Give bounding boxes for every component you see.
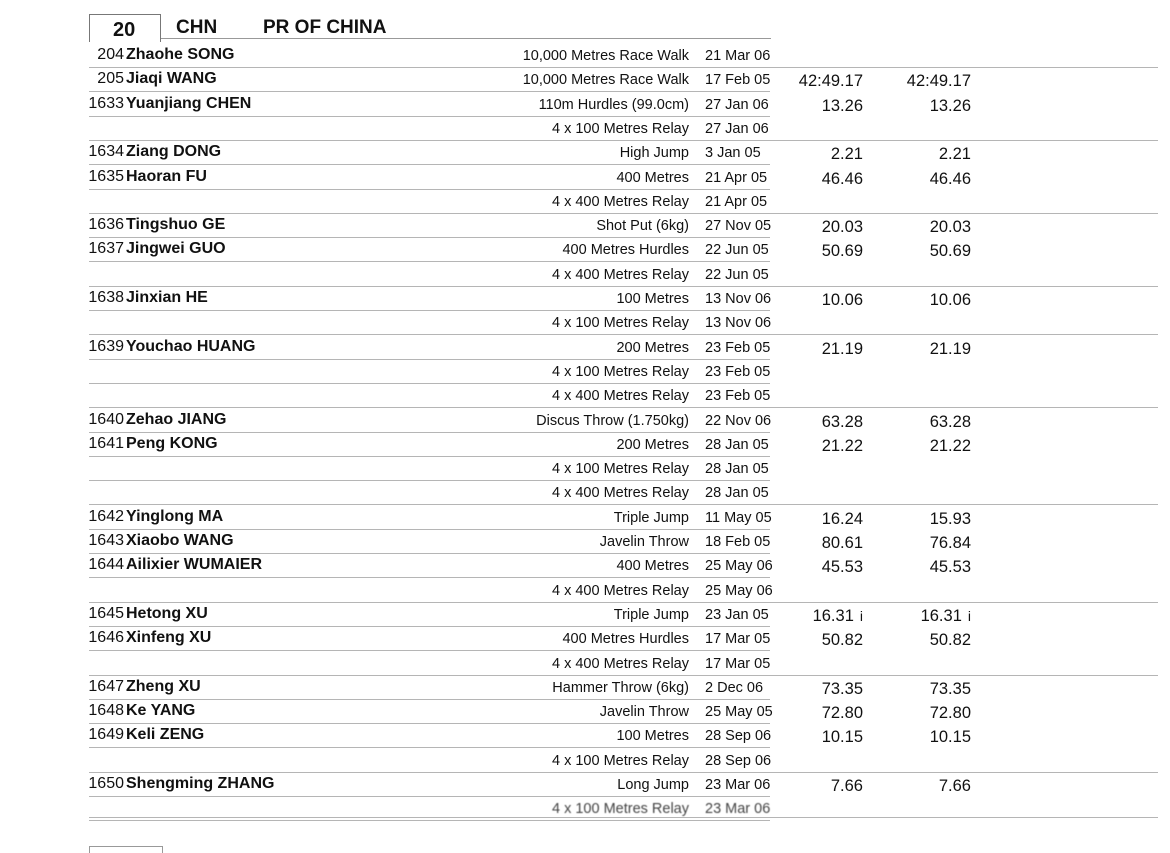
- event-name: 4 x 100 Metres Relay: [551, 120, 689, 137]
- event-date: 25 May 06: [705, 582, 773, 599]
- event-date: 25 May 05: [705, 704, 773, 721]
- event-name: Triple Jump: [613, 509, 689, 526]
- event-name: High Jump: [619, 145, 689, 162]
- event-name: Javelin Throw: [599, 534, 689, 550]
- season-best: 73.35: [929, 679, 971, 698]
- header-rule: [161, 38, 771, 39]
- table-row: [0, 505, 1170, 529]
- athlete-name: Tingshuo GE: [126, 216, 226, 234]
- bib-number: 1640: [88, 410, 124, 428]
- personal-best: 16.31 i: [812, 606, 863, 625]
- table-row: [0, 772, 1170, 796]
- event-name: 100 Metres: [616, 291, 689, 307]
- event-name: 400 Metres Hurdles: [562, 242, 689, 259]
- bib-number: 204: [97, 46, 124, 63]
- event-name: 4 x 100 Metres Relay: [551, 461, 689, 478]
- table-row: [0, 432, 1170, 456]
- event-date: 28 Sep 06: [705, 752, 772, 769]
- table-row: [0, 675, 1170, 699]
- personal-best: 50.69: [821, 242, 863, 261]
- event-date: 23 Feb 05: [705, 388, 771, 405]
- personal-best: 21.19: [821, 339, 863, 358]
- event-date: 28 Sep 06: [705, 728, 772, 745]
- table-row: [0, 626, 1170, 650]
- event-name: 4 x 100 Metres Relay: [551, 801, 689, 818]
- event-date: 2 Dec 06: [705, 679, 764, 696]
- athlete-name: Xinfeng XU: [126, 629, 212, 647]
- event-name: 4 x 100 Metres Relay: [551, 315, 689, 332]
- bib-number: 1650: [88, 775, 124, 792]
- athlete-name: Peng KONG: [126, 434, 218, 452]
- table-row: [0, 602, 1170, 626]
- athlete-name: Shengming ZHANG: [126, 775, 275, 792]
- personal-best: 46.46: [821, 169, 863, 188]
- season-best: 10.06: [929, 291, 971, 309]
- bib-number: 1633: [88, 94, 124, 112]
- table-row: [0, 140, 1170, 164]
- personal-best: 63.28: [821, 412, 863, 431]
- personal-best: 50.82: [821, 631, 863, 650]
- event-date: 13 Nov 06: [705, 315, 772, 332]
- season-best: 21.19: [929, 339, 971, 358]
- event-date: 13 Nov 06: [705, 291, 772, 307]
- bib-number: 1644: [88, 556, 124, 574]
- event-date: 23 Mar 06: [705, 777, 771, 793]
- season-best: 50.69: [929, 242, 971, 261]
- athlete-name: Ziang DONG: [126, 143, 222, 161]
- table-row: [0, 529, 1170, 553]
- event-name: 200 Metres: [616, 436, 689, 453]
- bib-number: 1637: [88, 240, 124, 258]
- event-name: Shot Put (6kg): [596, 218, 689, 235]
- event-date: 25 May 06: [705, 558, 773, 575]
- bib-number: 1643: [88, 532, 124, 549]
- table-row: [0, 262, 1170, 286]
- table-row: [0, 456, 1170, 480]
- indoor-mark: i: [859, 607, 863, 624]
- event-date: 28 Jan 05: [705, 461, 769, 478]
- table-row: [0, 189, 1170, 213]
- event-name: 4 x 400 Metres Relay: [551, 655, 689, 672]
- athlete-name: Haoran FU: [126, 167, 207, 185]
- table-row: [0, 213, 1170, 237]
- team-code: CHN: [176, 17, 218, 38]
- table-row: [0, 237, 1170, 261]
- bib-number: 1635: [88, 167, 124, 185]
- bib-number: 1648: [88, 702, 124, 720]
- event-name: Triple Jump: [613, 606, 689, 623]
- personal-best: 42:49.17: [798, 72, 863, 91]
- personal-best: 20.03: [821, 218, 863, 237]
- athlete-name: Ailixier WUMAIER: [126, 556, 263, 574]
- event-date: 22 Jun 05: [705, 242, 769, 259]
- athlete-name: Zheng XU: [126, 677, 201, 695]
- event-name: 10,000 Metres Race Walk: [522, 72, 689, 89]
- table-row: [0, 383, 1170, 407]
- athlete-name: Keli ZENG: [126, 726, 205, 744]
- table-row: [0, 699, 1170, 723]
- row-rule: [89, 820, 770, 821]
- event-name: 4 x 400 Metres Relay: [551, 485, 689, 502]
- event-date: 18 Feb 05: [705, 534, 771, 550]
- bib-number: 1646: [88, 629, 124, 647]
- bib-number: 1642: [88, 507, 124, 525]
- table-row: [0, 116, 1170, 140]
- athlete-name: Zehao JIANG: [126, 410, 227, 428]
- event-date: 23 Feb 05: [705, 363, 771, 380]
- personal-best: 10.06: [821, 291, 863, 309]
- season-best: 50.82: [929, 631, 971, 650]
- table-row: [0, 165, 1170, 189]
- personal-best: 21.22: [821, 436, 863, 455]
- bottom-rule: [89, 817, 1158, 818]
- event-date: 23 Mar 06: [705, 801, 771, 818]
- event-date: 27 Jan 06: [705, 96, 769, 113]
- table-row: [0, 67, 1170, 91]
- indoor-mark: i: [967, 607, 971, 624]
- event-name: 400 Metres: [616, 558, 689, 575]
- athlete-name: Hetong XU: [126, 604, 208, 622]
- bib-number: 1639: [88, 337, 124, 355]
- event-name: 4 x 100 Metres Relay: [551, 752, 689, 769]
- table-row: [0, 92, 1170, 116]
- personal-best: 7.66: [830, 777, 863, 795]
- event-date: 21 Apr 05: [705, 169, 768, 186]
- athlete-name: Youchao HUANG: [126, 337, 256, 355]
- event-date: 17 Mar 05: [705, 631, 771, 648]
- personal-best: 13.26: [821, 96, 863, 115]
- athlete-name: Jiaqi WANG: [126, 70, 217, 88]
- event-date: 21 Apr 05: [705, 193, 768, 210]
- personal-best: 73.35: [821, 679, 863, 698]
- season-best: 20.03: [929, 218, 971, 237]
- table-row: [0, 43, 1170, 67]
- table-row: [0, 408, 1170, 432]
- athlete-name: Ke YANG: [126, 702, 196, 720]
- personal-best: 10.15: [821, 728, 863, 747]
- event-date: 22 Nov 06: [705, 412, 772, 429]
- event-name: 100 Metres: [616, 728, 689, 745]
- season-best: 63.28: [929, 412, 971, 431]
- team-number: 20: [113, 19, 136, 41]
- event-name: 4 x 400 Metres Relay: [551, 582, 689, 599]
- event-name: 400 Metres Hurdles: [562, 631, 689, 648]
- table-row: [0, 651, 1170, 675]
- season-best: 7.66: [938, 777, 971, 795]
- event-name: 4 x 400 Metres Relay: [551, 266, 689, 283]
- table-row: [0, 578, 1170, 602]
- table-row: [0, 723, 1170, 747]
- event-date: 11 May 05: [705, 509, 772, 526]
- table-row: [0, 748, 1170, 772]
- event-name: Hammer Throw (6kg): [552, 679, 689, 696]
- table-row: [0, 310, 1170, 334]
- athlete-name: Zhaohe SONG: [126, 46, 235, 63]
- season-best: 45.53: [929, 558, 971, 577]
- event-name: 4 x 100 Metres Relay: [551, 363, 689, 380]
- event-name: Long Jump: [617, 777, 689, 793]
- season-best: 21.22: [929, 436, 971, 455]
- athlete-name: Yuanjiang CHEN: [126, 94, 252, 112]
- season-best: 10.15: [929, 728, 971, 747]
- event-date: 22 Jun 05: [705, 266, 769, 283]
- athlete-name: Jinxian HE: [126, 289, 208, 306]
- event-date: 23 Feb 05: [705, 339, 771, 356]
- personal-best: 80.61: [821, 534, 863, 552]
- event-name: 10,000 Metres Race Walk: [522, 48, 689, 64]
- season-best: 16.31 i: [920, 606, 971, 625]
- event-date: 23 Jan 05: [705, 606, 769, 623]
- event-date: 21 Mar 06: [705, 48, 771, 64]
- event-name: 200 Metres: [616, 339, 689, 356]
- season-best: 72.80: [929, 704, 971, 723]
- event-date: 17 Feb 05: [705, 72, 771, 89]
- bib-number: 1634: [88, 143, 124, 161]
- bib-number: 1638: [88, 289, 124, 306]
- bib-number: 1636: [88, 216, 124, 234]
- event-name: 4 x 400 Metres Relay: [551, 193, 689, 210]
- event-name: Javelin Throw: [599, 704, 689, 721]
- personal-best: 16.24: [821, 509, 863, 528]
- table-row: [0, 480, 1170, 504]
- athlete-name: Jingwei GUO: [126, 240, 226, 258]
- team-name: PR OF CHINA: [263, 17, 387, 38]
- event-name: 400 Metres: [616, 169, 689, 186]
- personal-best: 45.53: [821, 558, 863, 577]
- bib-number: 1647: [88, 677, 124, 695]
- personal-best: 2.21: [830, 145, 863, 164]
- event-name: 110m Hurdles (99.0cm): [538, 96, 689, 113]
- event-date: 27 Nov 05: [705, 218, 772, 235]
- personal-best: 72.80: [821, 704, 863, 723]
- season-best: 15.93: [929, 509, 971, 528]
- season-best: 46.46: [929, 169, 971, 188]
- event-date: 27 Jan 06: [705, 120, 769, 137]
- athlete-name: Yinglong MA: [126, 507, 224, 525]
- season-best: 2.21: [938, 145, 971, 164]
- event-name: 4 x 400 Metres Relay: [551, 388, 689, 405]
- athlete-name: Xiaobo WANG: [126, 532, 234, 549]
- season-best: 13.26: [929, 96, 971, 115]
- event-name: Discus Throw (1.750kg): [536, 412, 689, 429]
- season-best: 76.84: [929, 534, 971, 552]
- table-row: [0, 286, 1170, 310]
- event-date: 28 Jan 05: [705, 436, 769, 453]
- table-row: [0, 335, 1170, 359]
- table-row: [0, 359, 1170, 383]
- table-row: [0, 553, 1170, 577]
- event-date: 28 Jan 05: [705, 485, 769, 502]
- event-date: 3 Jan 05: [705, 145, 761, 162]
- bib-number: 1641: [88, 434, 124, 452]
- season-best: 42:49.17: [906, 72, 971, 91]
- event-date: 17 Mar 05: [705, 655, 771, 672]
- bib-number: 205: [97, 70, 124, 88]
- bib-number: 1649: [88, 726, 124, 744]
- bib-number: 1645: [88, 604, 124, 622]
